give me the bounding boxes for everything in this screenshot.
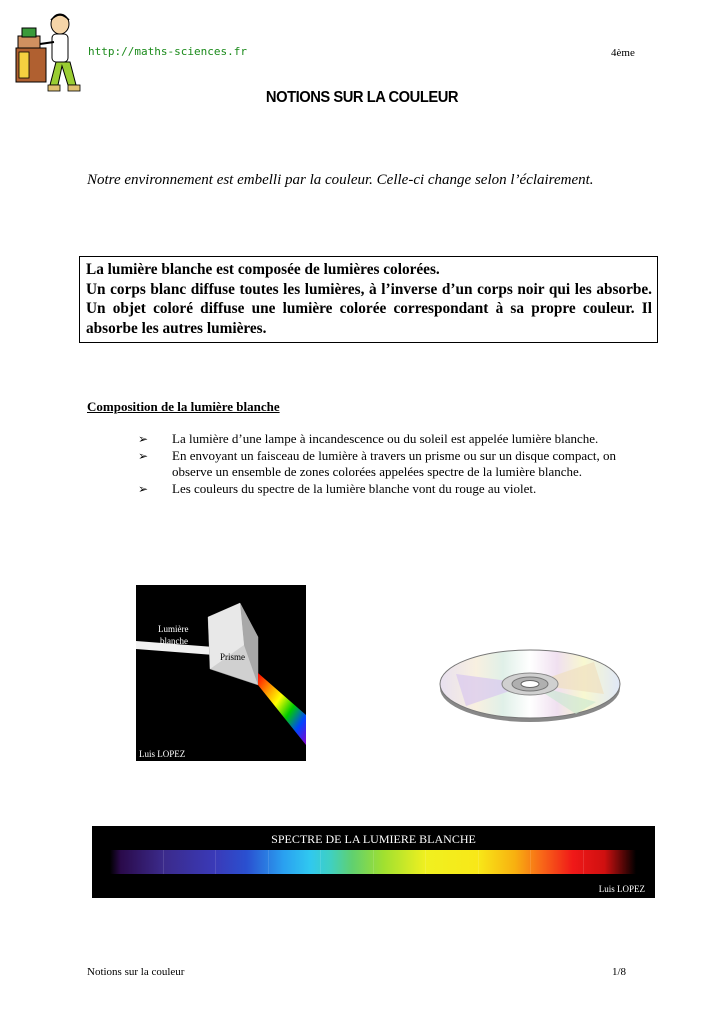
section-heading: Composition de la lumière blanche — [87, 399, 280, 414]
page-title: NOTIONS SUR LA COULEUR — [265, 89, 459, 106]
footer-title: Notions sur la couleur — [87, 966, 185, 978]
site-url-link[interactable]: http://maths-sciences.fr — [88, 45, 247, 58]
list-item: ➢ En envoyant un faisceau de lumière à travers un prisme ou sur un disque compact, on observe un ensemble de zones colorées appelées spectre de la lumière blanche. — [138, 447, 617, 479]
label-light-2: blanche — [160, 636, 188, 646]
compact-disc-figure — [436, 646, 624, 730]
arrowhead-icon: ➢ — [138, 481, 149, 496]
summary-line-2: Un corps blanc diffuse toutes les lumières, à l’inverse d’un corps noir qui les absorbe. Un objet coloré diffuse une lumière colorée correspondant à sa propre couleur. Il absorbe les autres lumières. — [86, 280, 652, 337]
grade-label: 4ème — [611, 47, 635, 59]
label-light-1: Lumière — [158, 624, 189, 634]
list-item: ➢ Les couleurs du spectre de la lumière blanche vont du rouge au violet. — [138, 480, 537, 496]
spectrum-figure — [92, 826, 655, 898]
spectrum-credit: Luis LOPEZ — [598, 884, 645, 894]
summary-box — [79, 256, 658, 343]
page-number: 1/8 — [612, 966, 627, 978]
arrowhead-icon: ➢ — [138, 448, 149, 463]
label-prism: Prisme — [220, 652, 246, 662]
intro-paragraph: Notre environnement est embelli par la couleur. Celle-ci change selon l’éclairement. — [87, 172, 594, 188]
spectrum-title: SPECTRE DE LA LUMIERE BLANCHE — [271, 832, 476, 846]
list-item: ➢ La lumière d’une lampe à incandescence ou du soleil est appelée lumière blanche. — [138, 431, 599, 446]
prism-credit: Luis LOPEZ — [139, 749, 186, 759]
bullet-list — [138, 431, 638, 497]
prism-figure — [136, 585, 306, 761]
arrowhead-icon: ➢ — [138, 432, 149, 446]
summary-line-1: La lumière blanche est composée de lumières colorées. — [86, 261, 440, 278]
spectrum-bar — [110, 850, 636, 874]
